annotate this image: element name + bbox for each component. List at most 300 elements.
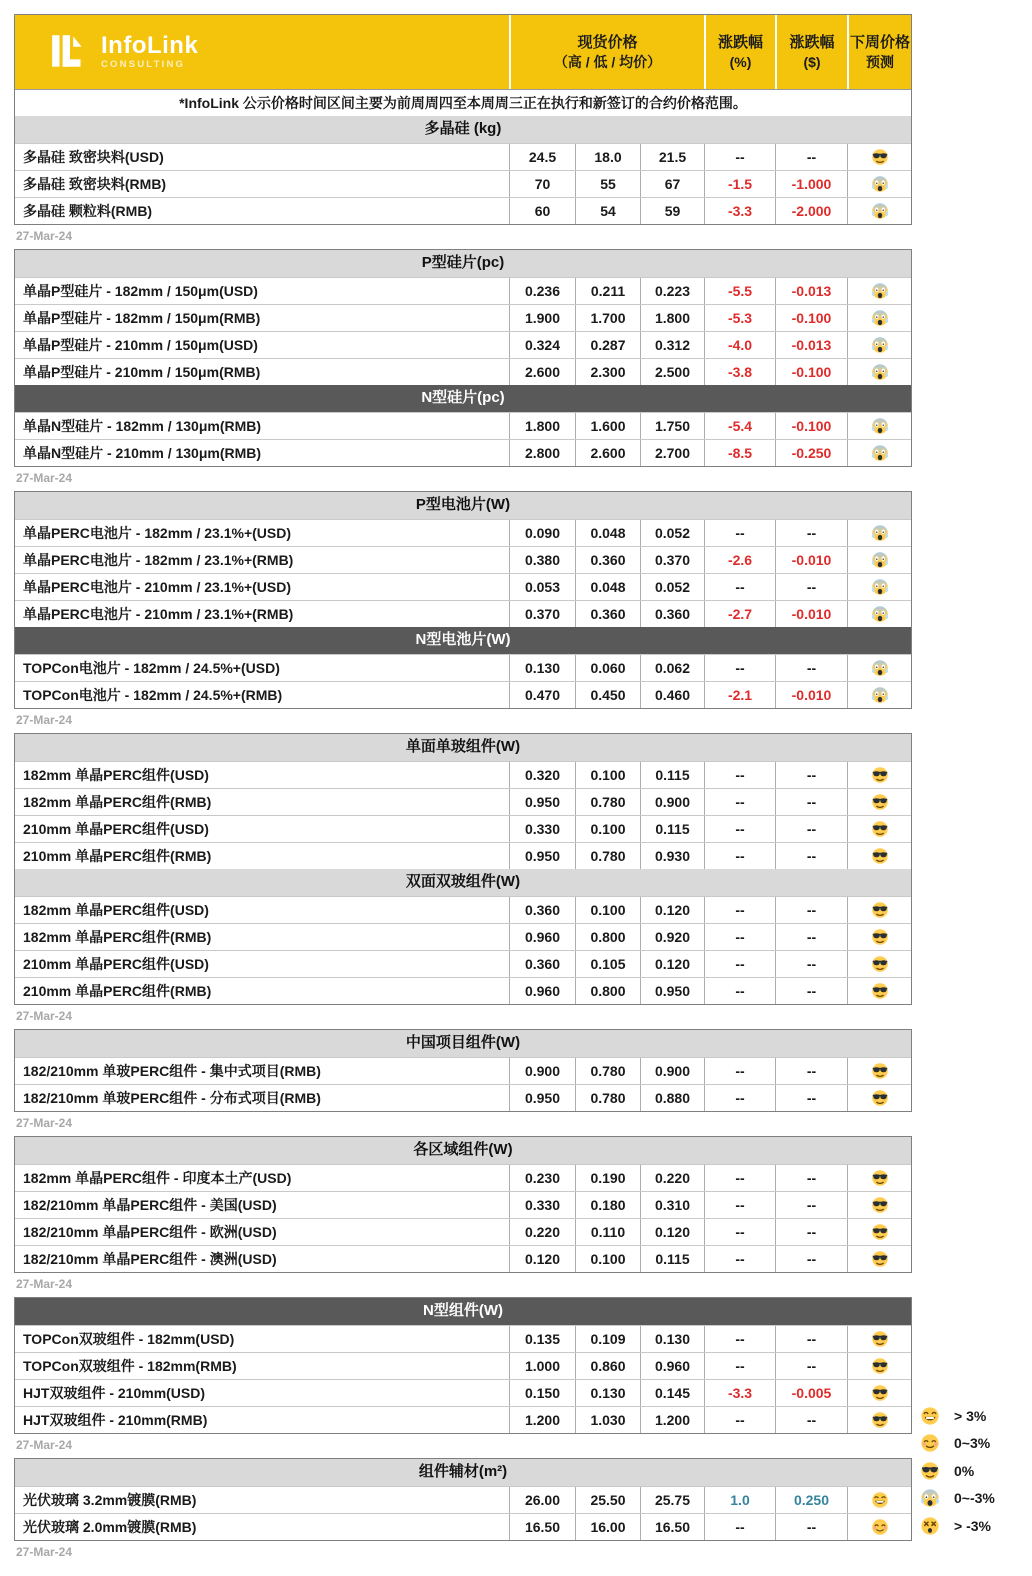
table-row [15, 681, 911, 708]
change-amount: -- [775, 144, 847, 170]
price-avg: 0.460 [640, 682, 704, 708]
change-percent: -5.5 [704, 278, 775, 304]
change-amount: -0.250 [775, 440, 847, 466]
price-avg: 16.50 [640, 1514, 704, 1540]
table-row [15, 331, 911, 358]
table-row [15, 923, 911, 950]
scream-face-icon [871, 417, 889, 435]
price-high: 0.135 [509, 1326, 575, 1352]
product-name: 182mm 单晶PERC组件(USD) [23, 902, 209, 918]
table-row [15, 761, 911, 788]
price-avg: 0.120 [640, 1219, 704, 1245]
table-row [15, 1325, 911, 1352]
sunglasses-face-icon [871, 1169, 889, 1187]
price-low: 25.50 [575, 1487, 640, 1513]
change-percent: -- [704, 1353, 775, 1379]
price-low: 0.360 [575, 547, 640, 573]
table-row [15, 304, 911, 331]
price-avg: 0.312 [640, 332, 704, 358]
table-row [15, 815, 911, 842]
product-name: 182mm 单晶PERC组件(RMB) [23, 929, 212, 945]
price-avg: 0.130 [640, 1326, 704, 1352]
price-avg: 0.115 [640, 1246, 704, 1272]
product-name: TOPCon双玻组件 - 182mm(USD) [23, 1331, 235, 1347]
scream-face-icon [871, 175, 889, 193]
sunglasses-face-icon [871, 847, 889, 865]
price-avg: 0.960 [640, 1353, 704, 1379]
price-high: 1.800 [509, 413, 575, 439]
change-percent: -3.3 [704, 198, 775, 224]
table-row [15, 277, 911, 304]
table-block [14, 1458, 912, 1541]
price-high: 0.950 [509, 843, 575, 869]
change-percent: -3.3 [704, 1380, 775, 1406]
scream-face-icon [920, 1488, 940, 1508]
forecast-cell [847, 171, 911, 197]
forecast-cell [847, 1487, 911, 1513]
legend-item [920, 1402, 1028, 1430]
table-row [15, 1379, 911, 1406]
spot-price-sublabel: （高 / 低 / 均价） [553, 53, 662, 70]
forecast-cell [847, 897, 911, 923]
price-high: 26.00 [509, 1487, 575, 1513]
price-avg: 0.052 [640, 520, 704, 546]
price-low: 0.860 [575, 1353, 640, 1379]
change-amount: -- [775, 1514, 847, 1540]
price-low: 0.100 [575, 762, 640, 788]
product-name: 单晶PERC电池片 - 210mm / 23.1%+(USD) [23, 579, 292, 595]
product-name: 单晶PERC电池片 - 182mm / 23.1%+(USD) [23, 525, 292, 541]
price-high: 0.960 [509, 924, 575, 950]
forecast-cell [847, 1219, 911, 1245]
forecast-cell [847, 951, 911, 977]
forecast-cell [847, 789, 911, 815]
forecast-cell [847, 601, 911, 627]
price-avg: 2.500 [640, 359, 704, 385]
product-name: 光伏玻璃 2.0mm镀膜(RMB) [23, 1519, 197, 1535]
table-row [15, 170, 911, 197]
forecast-cell [847, 816, 911, 842]
change-percent: -- [704, 1246, 775, 1272]
product-name: 单晶P型硅片 - 182mm / 150μm(RMB) [23, 310, 261, 326]
table-row [15, 1486, 911, 1513]
report-header-block [14, 14, 912, 225]
scream-face-icon [871, 336, 889, 354]
table-row [15, 143, 911, 170]
change-percent: -5.3 [704, 305, 775, 331]
date-stamp: 27-Mar-24 [16, 1009, 73, 1023]
table-row [15, 1191, 911, 1218]
scream-face-icon [871, 605, 889, 623]
product-name: 182/210mm 单晶PERC组件 - 欧洲(USD) [23, 1224, 277, 1240]
scream-face-icon [871, 659, 889, 677]
price-avg: 0.115 [640, 762, 704, 788]
price-high: 0.370 [509, 601, 575, 627]
price-high: 1.900 [509, 305, 575, 331]
change-amount: -0.005 [775, 1380, 847, 1406]
price-avg: 1.800 [640, 305, 704, 331]
change-amount: -- [775, 655, 847, 681]
price-low: 1.600 [575, 413, 640, 439]
table-row [15, 600, 911, 627]
table-row [15, 1057, 911, 1084]
price-avg: 0.062 [640, 655, 704, 681]
change-amount: -0.010 [775, 682, 847, 708]
price-avg: 0.120 [640, 897, 704, 923]
price-low: 0.190 [575, 1165, 640, 1191]
price-avg: 67 [640, 171, 704, 197]
table-block [14, 1136, 912, 1273]
change-amount: -- [775, 924, 847, 950]
product-name: TOPCon双玻组件 - 182mm(RMB) [23, 1358, 237, 1374]
change-amount: -0.100 [775, 413, 847, 439]
price-avg: 2.700 [640, 440, 704, 466]
column-header-change-percent [704, 15, 775, 89]
table-row [15, 977, 911, 1004]
product-name: 210mm 单晶PERC组件(RMB) [23, 983, 212, 999]
price-low: 0.780 [575, 1085, 640, 1111]
price-low: 54 [575, 198, 640, 224]
change-percent: -3.8 [704, 359, 775, 385]
price-high: 2.800 [509, 440, 575, 466]
table-row [15, 439, 911, 466]
change-amount: -0.010 [775, 547, 847, 573]
price-low: 0.211 [575, 278, 640, 304]
change-amount: -0.013 [775, 332, 847, 358]
table-row [15, 1084, 911, 1111]
section-header: P型电池片(W) [15, 492, 911, 519]
legend-item [920, 1430, 1028, 1458]
forecast-cell [847, 978, 911, 1004]
sunglasses-face-icon [871, 1062, 889, 1080]
sunglasses-face-icon [920, 1461, 940, 1481]
change-percent: -- [704, 789, 775, 815]
forecast-cell [847, 359, 911, 385]
change-percent: -- [704, 816, 775, 842]
price-avg: 0.145 [640, 1380, 704, 1406]
price-low: 0.048 [575, 574, 640, 600]
forecast-cell [847, 924, 911, 950]
change-amount: -- [775, 1165, 847, 1191]
change-amount: -0.013 [775, 278, 847, 304]
table-row [15, 1352, 911, 1379]
date-stamp: 27-Mar-24 [16, 229, 73, 243]
change-percent-label: 涨跌幅 [717, 33, 763, 51]
grin-face-icon [871, 1491, 889, 1509]
price-low: 0.450 [575, 682, 640, 708]
table-row [15, 1406, 911, 1433]
price-low: 0.360 [575, 601, 640, 627]
price-low: 0.100 [575, 897, 640, 923]
change-amount: -- [775, 978, 847, 1004]
product-name: 单晶N型硅片 - 210mm / 130μm(RMB) [23, 445, 262, 461]
price-avg: 0.220 [640, 1165, 704, 1191]
forecast-cell [847, 843, 911, 869]
sunglasses-face-icon [871, 955, 889, 973]
report-header [15, 15, 911, 89]
price-high: 0.360 [509, 951, 575, 977]
price-high: 0.330 [509, 816, 575, 842]
forecast-cell [847, 332, 911, 358]
forecast-cell [847, 1246, 911, 1272]
scream-face-icon [871, 202, 889, 220]
forecast-cell [847, 1353, 911, 1379]
price-avg: 0.950 [640, 978, 704, 1004]
price-low: 0.800 [575, 978, 640, 1004]
forecast-cell [847, 1407, 911, 1433]
dizzy-face-icon [920, 1516, 940, 1536]
infolink-logo [15, 15, 509, 89]
change-percent: -- [704, 1085, 775, 1111]
forecast-cell [847, 655, 911, 681]
price-low: 0.060 [575, 655, 640, 681]
change-percent: -- [704, 951, 775, 977]
forecast-cell [847, 440, 911, 466]
price-low: 0.180 [575, 1192, 640, 1218]
price-high: 24.5 [509, 144, 575, 170]
sunglasses-face-icon [871, 1196, 889, 1214]
forecast-cell [847, 1165, 911, 1191]
price-high: 0.120 [509, 1246, 575, 1272]
table-block [14, 733, 912, 1005]
price-high: 1.200 [509, 1407, 575, 1433]
grin-face-icon [920, 1406, 940, 1426]
forecast-cell [847, 682, 911, 708]
change-percent: -1.5 [704, 171, 775, 197]
first-block-sections [15, 116, 911, 224]
product-name: 单晶P型硅片 - 210mm / 150μm(USD) [23, 337, 258, 353]
price-avg: 0.900 [640, 1058, 704, 1084]
table-row [15, 1513, 911, 1540]
product-name: 182/210mm 单晶PERC组件 - 澳洲(USD) [23, 1251, 277, 1267]
price-high: 0.150 [509, 1380, 575, 1406]
price-avg: 0.900 [640, 789, 704, 815]
product-name: 多晶硅 颗粒料(RMB) [23, 203, 153, 219]
change-amount-unit: ($) [803, 53, 821, 70]
change-amount: 0.250 [775, 1487, 847, 1513]
product-name: 单晶PERC电池片 - 210mm / 23.1%+(RMB) [23, 606, 294, 622]
price-low: 2.300 [575, 359, 640, 385]
table-block [14, 1029, 912, 1112]
price-low: 2.600 [575, 440, 640, 466]
table-row [15, 358, 911, 385]
product-name: 单晶P型硅片 - 210mm / 150μm(RMB) [23, 364, 261, 380]
price-avg: 0.223 [640, 278, 704, 304]
price-avg: 0.370 [640, 547, 704, 573]
price-high: 1.000 [509, 1353, 575, 1379]
change-percent: -- [704, 1219, 775, 1245]
forecast-cell [847, 1380, 911, 1406]
column-header-forecast [847, 15, 911, 89]
sunglasses-face-icon [871, 1330, 889, 1348]
change-amount: -- [775, 843, 847, 869]
price-high: 0.960 [509, 978, 575, 1004]
table-row [15, 1164, 911, 1191]
table-row [15, 950, 911, 977]
sunglasses-face-icon [871, 982, 889, 1000]
section-header: 各区域组件(W) [15, 1137, 911, 1164]
date-stamp: 27-Mar-24 [16, 1438, 73, 1452]
forecast-cell [847, 305, 911, 331]
scream-face-icon [871, 363, 889, 381]
product-name: TOPCon电池片 - 182mm / 24.5%+(RMB) [23, 687, 283, 703]
sunglasses-face-icon [871, 766, 889, 784]
change-amount: -- [775, 951, 847, 977]
change-amount: -- [775, 897, 847, 923]
table-row [15, 896, 911, 923]
product-name: HJT双玻组件 - 210mm(USD) [23, 1385, 206, 1401]
change-amount-label: 涨跌幅 [789, 33, 835, 51]
date-stamp: 27-Mar-24 [16, 471, 73, 485]
change-amount: -- [775, 1407, 847, 1433]
price-low: 0.109 [575, 1326, 640, 1352]
blocks [14, 225, 912, 1565]
section-header: N型硅片(pc) [15, 385, 911, 412]
price-high: 0.360 [509, 897, 575, 923]
price-low: 0.780 [575, 789, 640, 815]
sunglasses-face-icon [871, 148, 889, 166]
brand-subtitle: CONSULTING [101, 59, 186, 70]
price-low: 16.00 [575, 1514, 640, 1540]
price-avg: 21.5 [640, 144, 704, 170]
table-row [15, 546, 911, 573]
section-header: 多晶硅 (kg) [15, 116, 911, 143]
forecast-cell [847, 762, 911, 788]
change-amount: -0.100 [775, 359, 847, 385]
smile-face-icon [871, 1518, 889, 1536]
change-amount: -- [775, 574, 847, 600]
sunglasses-face-icon [871, 1250, 889, 1268]
price-avg: 0.120 [640, 951, 704, 977]
sunglasses-face-icon [871, 1384, 889, 1402]
change-percent-unit: (%) [729, 53, 752, 70]
column-header-spot-price [509, 15, 704, 89]
price-period-note: *InfoLink 公示价格时间区间主要为前周周四至本周周三正在执行和新签订的合约价格范围。 [15, 89, 911, 116]
smile-face-icon [920, 1433, 940, 1453]
change-percent: -- [704, 574, 775, 600]
price-high: 0.950 [509, 1085, 575, 1111]
table-row [15, 1245, 911, 1272]
price-high: 16.50 [509, 1514, 575, 1540]
price-low: 55 [575, 171, 640, 197]
product-name: 182/210mm 单玻PERC组件 - 集中式项目(RMB) [23, 1063, 321, 1079]
forecast-sublabel: 预测 [866, 53, 894, 70]
price-low: 0.780 [575, 1058, 640, 1084]
change-amount: -- [775, 1326, 847, 1352]
forecast-cell [847, 1326, 911, 1352]
forecast-cell [847, 1514, 911, 1540]
product-name: 182/210mm 单晶PERC组件 - 美国(USD) [23, 1197, 277, 1213]
change-percent: -- [704, 843, 775, 869]
price-high: 0.900 [509, 1058, 575, 1084]
price-low: 0.800 [575, 924, 640, 950]
price-high: 0.380 [509, 547, 575, 573]
forecast-cell [847, 547, 911, 573]
section-header: N型电池片(W) [15, 627, 911, 654]
change-percent: -2.1 [704, 682, 775, 708]
change-percent: -- [704, 924, 775, 950]
sunglasses-face-icon [871, 793, 889, 811]
price-avg: 0.115 [640, 816, 704, 842]
change-amount: -- [775, 1353, 847, 1379]
table-row [15, 1218, 911, 1245]
price-high: 0.220 [509, 1219, 575, 1245]
price-avg: 0.310 [640, 1192, 704, 1218]
change-percent: -8.5 [704, 440, 775, 466]
product-name: 182/210mm 单玻PERC组件 - 分布式项目(RMB) [23, 1090, 321, 1106]
price-low: 0.100 [575, 1246, 640, 1272]
scream-face-icon [871, 578, 889, 596]
forecast-cell [847, 1058, 911, 1084]
sunglasses-face-icon [871, 1411, 889, 1429]
scream-face-icon [871, 686, 889, 704]
product-name: 182mm 单晶PERC组件 - 印度本土产(USD) [23, 1170, 292, 1186]
table-block [14, 249, 912, 467]
price-avg: 0.930 [640, 843, 704, 869]
product-name: 光伏玻璃 3.2mm镀膜(RMB) [23, 1492, 197, 1508]
forecast-cell [847, 278, 911, 304]
product-name: 单晶N型硅片 - 182mm / 130μm(RMB) [23, 418, 262, 434]
price-high: 0.230 [509, 1165, 575, 1191]
change-percent: -- [704, 1407, 775, 1433]
forecast-legend [920, 1402, 1028, 1540]
date-stamp: 27-Mar-24 [16, 713, 73, 727]
logo-text [101, 33, 198, 71]
date-stamp: 27-Mar-24 [16, 1545, 73, 1559]
legend-item [920, 1457, 1028, 1485]
change-percent: -5.4 [704, 413, 775, 439]
price-avg: 0.360 [640, 601, 704, 627]
section-header: 组件辅材(m²) [15, 1459, 911, 1486]
product-name: 210mm 单晶PERC组件(USD) [23, 956, 209, 972]
column-header-change-amount [775, 15, 847, 89]
price-low: 0.048 [575, 520, 640, 546]
change-amount: -- [775, 789, 847, 815]
legend-label: 0~3% [954, 1435, 991, 1452]
price-low: 0.130 [575, 1380, 640, 1406]
change-percent: -2.6 [704, 547, 775, 573]
forecast-cell [847, 1192, 911, 1218]
scream-face-icon [871, 551, 889, 569]
price-avg: 0.880 [640, 1085, 704, 1111]
sunglasses-face-icon [871, 1089, 889, 1107]
price-high: 0.053 [509, 574, 575, 600]
change-percent: -- [704, 1326, 775, 1352]
table-block [14, 1297, 912, 1434]
section-header: P型硅片(pc) [15, 250, 911, 277]
change-amount: -- [775, 762, 847, 788]
change-amount: -- [775, 1246, 847, 1272]
sunglasses-face-icon [871, 1357, 889, 1375]
scream-face-icon [871, 282, 889, 300]
price-high: 0.324 [509, 332, 575, 358]
price-low: 0.287 [575, 332, 640, 358]
product-name: HJT双玻组件 - 210mm(RMB) [23, 1412, 208, 1428]
scream-face-icon [871, 444, 889, 462]
scream-face-icon [871, 309, 889, 327]
product-name: 单晶P型硅片 - 182mm / 150μm(USD) [23, 283, 258, 299]
price-high: 0.330 [509, 1192, 575, 1218]
price-avg: 0.920 [640, 924, 704, 950]
change-percent: -- [704, 1058, 775, 1084]
change-percent: -- [704, 1514, 775, 1540]
forecast-cell [847, 198, 911, 224]
sunglasses-face-icon [871, 901, 889, 919]
forecast-cell [847, 413, 911, 439]
price-low: 18.0 [575, 144, 640, 170]
legend-label: 0~-3% [954, 1490, 995, 1507]
section-header: 双面双玻组件(W) [15, 869, 911, 896]
